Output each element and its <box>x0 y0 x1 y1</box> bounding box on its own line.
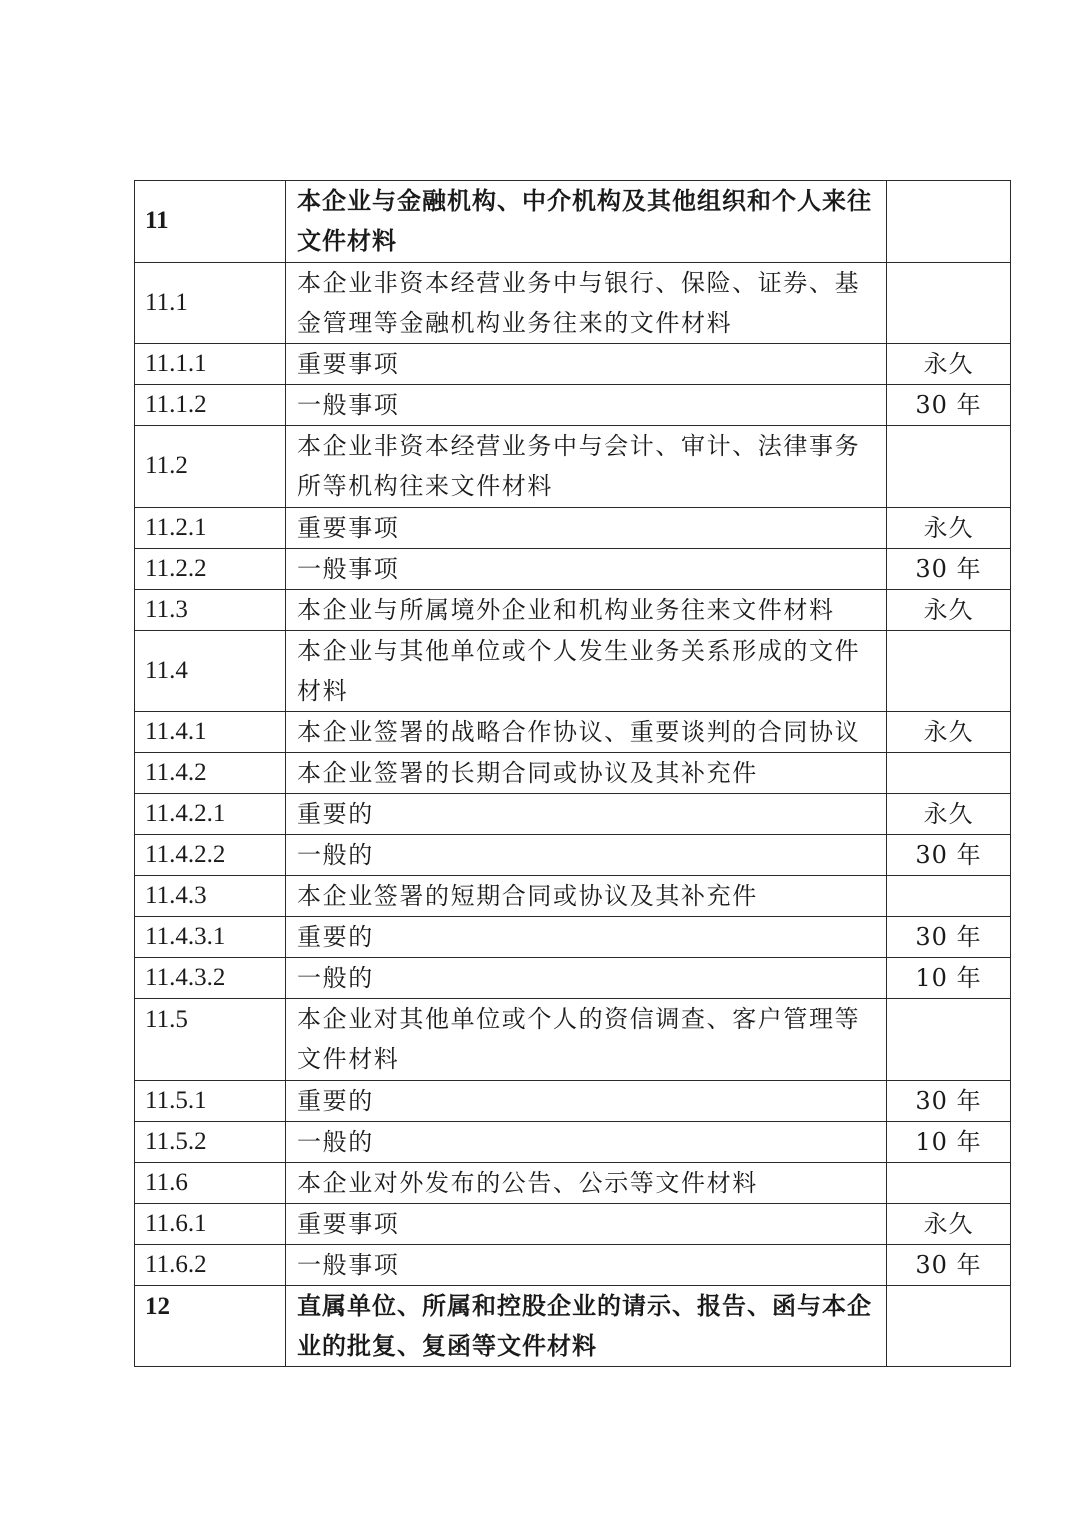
item-title: 一般事项 <box>286 385 887 426</box>
table-row <box>135 917 1011 958</box>
retention-period: 永久 <box>887 1203 1011 1244</box>
retention-period: 永久 <box>887 712 1011 753</box>
table-row <box>135 1203 1011 1244</box>
item-title: 本企业与金融机构、中介机构及其他组织和个人来往文件材料 <box>286 181 887 263</box>
retention-period <box>887 262 1011 344</box>
retention-period: 30 年 <box>887 835 1011 876</box>
table-row <box>135 1244 1011 1285</box>
table-row <box>135 876 1011 917</box>
table-row <box>135 958 1011 999</box>
item-title: 本企业与其他单位或个人发生业务关系形成的文件材料 <box>286 630 887 712</box>
item-title: 重要的 <box>286 794 887 835</box>
retention-period <box>887 876 1011 917</box>
retention-period: 30 年 <box>887 385 1011 426</box>
section-heading-row <box>135 1285 1011 1367</box>
item-code: 11.4.3.1 <box>135 917 286 958</box>
retention-period: 30 年 <box>887 548 1011 589</box>
retention-period <box>887 426 1011 508</box>
item-code: 12 <box>135 1285 286 1367</box>
retention-period: 永久 <box>887 507 1011 548</box>
retention-period: 30 年 <box>887 1244 1011 1285</box>
item-code: 11.6.2 <box>135 1244 286 1285</box>
retention-schedule-table <box>134 180 1011 1367</box>
table-row <box>135 548 1011 589</box>
item-title: 重要事项 <box>286 344 887 385</box>
item-title: 本企业非资本经营业务中与会计、审计、法律事务所等机构往来文件材料 <box>286 426 887 508</box>
item-title: 重要事项 <box>286 1203 887 1244</box>
item-code: 11.6.1 <box>135 1203 286 1244</box>
item-code: 11 <box>135 181 286 263</box>
retention-period: 永久 <box>887 589 1011 630</box>
item-title: 本企业对外发布的公告、公示等文件材料 <box>286 1162 887 1203</box>
item-title: 本企业签署的战略合作协议、重要谈判的合同协议 <box>286 712 887 753</box>
table-row <box>135 1080 1011 1121</box>
item-code: 11.2.1 <box>135 507 286 548</box>
table-body <box>135 181 1011 1367</box>
item-title: 本企业非资本经营业务中与银行、保险、证券、基金管理等金融机构业务往来的文件材料 <box>286 262 887 344</box>
item-code: 11.4.2.2 <box>135 835 286 876</box>
table-row <box>135 385 1011 426</box>
item-title: 一般的 <box>286 1121 887 1162</box>
item-title: 重要的 <box>286 917 887 958</box>
retention-period: 永久 <box>887 344 1011 385</box>
item-title: 一般的 <box>286 835 887 876</box>
item-code: 11.4 <box>135 630 286 712</box>
table-row <box>135 999 1011 1081</box>
table-row <box>135 1121 1011 1162</box>
item-code: 11.4.1 <box>135 712 286 753</box>
item-title: 一般事项 <box>286 548 887 589</box>
item-code: 11.2 <box>135 426 286 508</box>
item-title: 本企业签署的短期合同或协议及其补充件 <box>286 876 887 917</box>
table-row <box>135 712 1011 753</box>
table-row <box>135 630 1011 712</box>
retention-period <box>887 181 1011 263</box>
item-title: 本企业对其他单位或个人的资信调查、客户管理等文件材料 <box>286 999 887 1081</box>
item-code: 11.4.2 <box>135 753 286 794</box>
retention-period: 永久 <box>887 794 1011 835</box>
item-code: 11.5.1 <box>135 1080 286 1121</box>
item-code: 11.4.2.1 <box>135 794 286 835</box>
item-title: 本企业与所属境外企业和机构业务往来文件材料 <box>286 589 887 630</box>
item-code: 11.4.3 <box>135 876 286 917</box>
item-code: 11.1 <box>135 262 286 344</box>
item-code: 11.4.3.2 <box>135 958 286 999</box>
table-row <box>135 262 1011 344</box>
item-code: 11.1.2 <box>135 385 286 426</box>
retention-period: 30 年 <box>887 917 1011 958</box>
item-code: 11.1.1 <box>135 344 286 385</box>
table-row <box>135 1162 1011 1203</box>
item-title: 本企业签署的长期合同或协议及其补充件 <box>286 753 887 794</box>
retention-period: 30 年 <box>887 1080 1011 1121</box>
section-heading-row <box>135 181 1011 263</box>
item-code: 11.5.2 <box>135 1121 286 1162</box>
item-title: 重要事项 <box>286 507 887 548</box>
table-row <box>135 753 1011 794</box>
retention-period <box>887 630 1011 712</box>
item-title: 一般的 <box>286 958 887 999</box>
table-row <box>135 507 1011 548</box>
item-code: 11.6 <box>135 1162 286 1203</box>
item-code: 11.2.2 <box>135 548 286 589</box>
item-code: 11.3 <box>135 589 286 630</box>
retention-period <box>887 999 1011 1081</box>
item-title: 直属单位、所属和控股企业的请示、报告、函与本企业的批复、复函等文件材料 <box>286 1285 887 1367</box>
table-row <box>135 835 1011 876</box>
item-code: 11.5 <box>135 999 286 1081</box>
item-title: 重要的 <box>286 1080 887 1121</box>
table-row <box>135 589 1011 630</box>
table-row <box>135 426 1011 508</box>
retention-period <box>887 1285 1011 1367</box>
retention-period: 10 年 <box>887 1121 1011 1162</box>
retention-period <box>887 753 1011 794</box>
retention-period <box>887 1162 1011 1203</box>
item-title: 一般事项 <box>286 1244 887 1285</box>
retention-period: 10 年 <box>887 958 1011 999</box>
table-row <box>135 794 1011 835</box>
table-row <box>135 344 1011 385</box>
